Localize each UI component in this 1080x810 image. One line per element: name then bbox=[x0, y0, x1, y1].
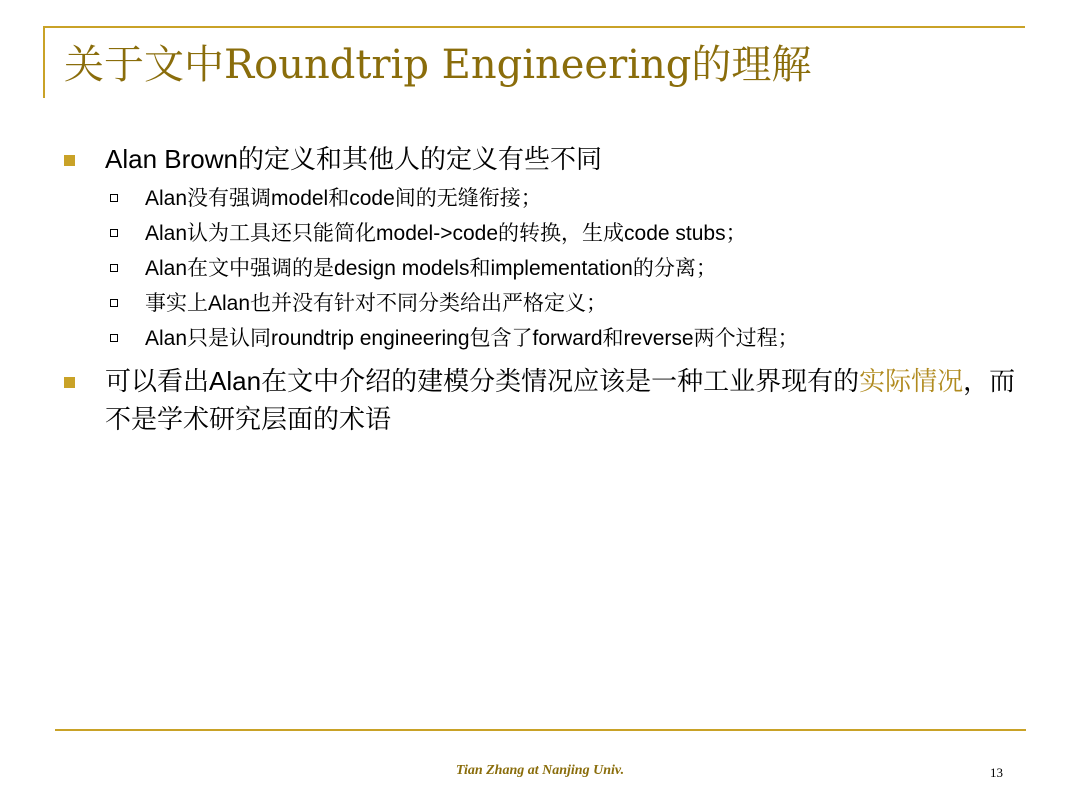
text-segment: 在文中介绍的建模分类情况应该是一种工业界现有的 bbox=[261, 367, 860, 397]
text-segment: 可以看出 bbox=[105, 367, 210, 397]
text-segment: 的定义和其他人的定义有些不同 bbox=[237, 145, 602, 175]
text-segment: code bbox=[349, 187, 395, 210]
bullet-1 bbox=[60, 140, 1020, 179]
text-segment: 和 bbox=[469, 256, 491, 280]
text-segment: Alan bbox=[145, 257, 188, 280]
text-segment: model bbox=[271, 187, 329, 210]
hollow-square-bullet-icon bbox=[110, 334, 118, 342]
text-segment: reverse bbox=[623, 327, 694, 350]
text-segment: ，而不是学术研究层面的术语 bbox=[105, 367, 1016, 435]
hollow-square-bullet-icon bbox=[110, 264, 118, 272]
title-left-rule bbox=[43, 26, 45, 98]
sub-bullet-4 bbox=[60, 286, 1020, 321]
text-segment: 认为工具还只能简化 bbox=[187, 221, 377, 245]
sub-bullet-3 bbox=[60, 251, 1020, 286]
text-segment: 的分离； bbox=[632, 256, 717, 280]
bullet-list bbox=[60, 140, 1020, 439]
text-segment: forward bbox=[532, 327, 603, 350]
hollow-square-bullet-icon bbox=[110, 229, 118, 237]
text-segment: 包含了 bbox=[469, 326, 533, 350]
title-top-rule bbox=[43, 26, 1025, 28]
text-segment: implementation bbox=[490, 257, 633, 280]
text-segment: 事实上 bbox=[145, 291, 208, 315]
footer-author: Tian Zhang at Nanjing Univ. bbox=[455, 763, 625, 778]
text-segment: Alan bbox=[145, 187, 188, 210]
text-segment: 在文中强调的是 bbox=[187, 256, 335, 280]
text-segment: Alan Brown bbox=[105, 144, 238, 174]
text-segment: code stubs bbox=[624, 222, 726, 245]
text-segment: 只是认同 bbox=[187, 326, 272, 350]
page-number: 13 bbox=[990, 765, 1003, 780]
hollow-square-bullet-icon bbox=[110, 194, 118, 202]
text-segment: Alan bbox=[208, 292, 251, 315]
text-segment: 和 bbox=[328, 186, 350, 210]
sub-bullet-5 bbox=[60, 321, 1020, 356]
sub-bullet-2 bbox=[60, 216, 1020, 251]
slide-title: 关于文中Roundtrip Engineering的理解 bbox=[64, 42, 812, 88]
text-segment: design models bbox=[334, 257, 470, 280]
sub-bullet-list bbox=[60, 181, 1020, 356]
text-segment: Alan bbox=[209, 366, 262, 396]
square-bullet-icon bbox=[64, 377, 75, 388]
text-segment: 没有强调 bbox=[187, 186, 272, 210]
square-bullet-icon bbox=[64, 155, 75, 166]
text-segment: 和 bbox=[602, 326, 624, 350]
text-segment: roundtrip engineering bbox=[271, 327, 470, 350]
bullet-2 bbox=[60, 362, 1020, 439]
footer-rule bbox=[55, 729, 1026, 731]
text-segment: 的转换，生成 bbox=[498, 221, 625, 245]
text-segment: model->code bbox=[376, 222, 499, 245]
bullet-1-text bbox=[105, 140, 1020, 179]
text-segment: 也并没有针对不同分类给出严格定义； bbox=[250, 291, 608, 315]
sub-bullet-1 bbox=[60, 181, 1020, 216]
bullet-2-text bbox=[105, 362, 1020, 439]
text-segment: ； bbox=[725, 221, 747, 245]
text-segment: Alan bbox=[145, 222, 188, 245]
hollow-square-bullet-icon bbox=[110, 299, 118, 307]
highlighted-text: 实际情况 bbox=[859, 367, 964, 397]
text-segment: Alan bbox=[145, 327, 188, 350]
text-segment: 间的无缝衔接； bbox=[394, 186, 542, 210]
text-segment: 两个过程； bbox=[693, 326, 799, 350]
